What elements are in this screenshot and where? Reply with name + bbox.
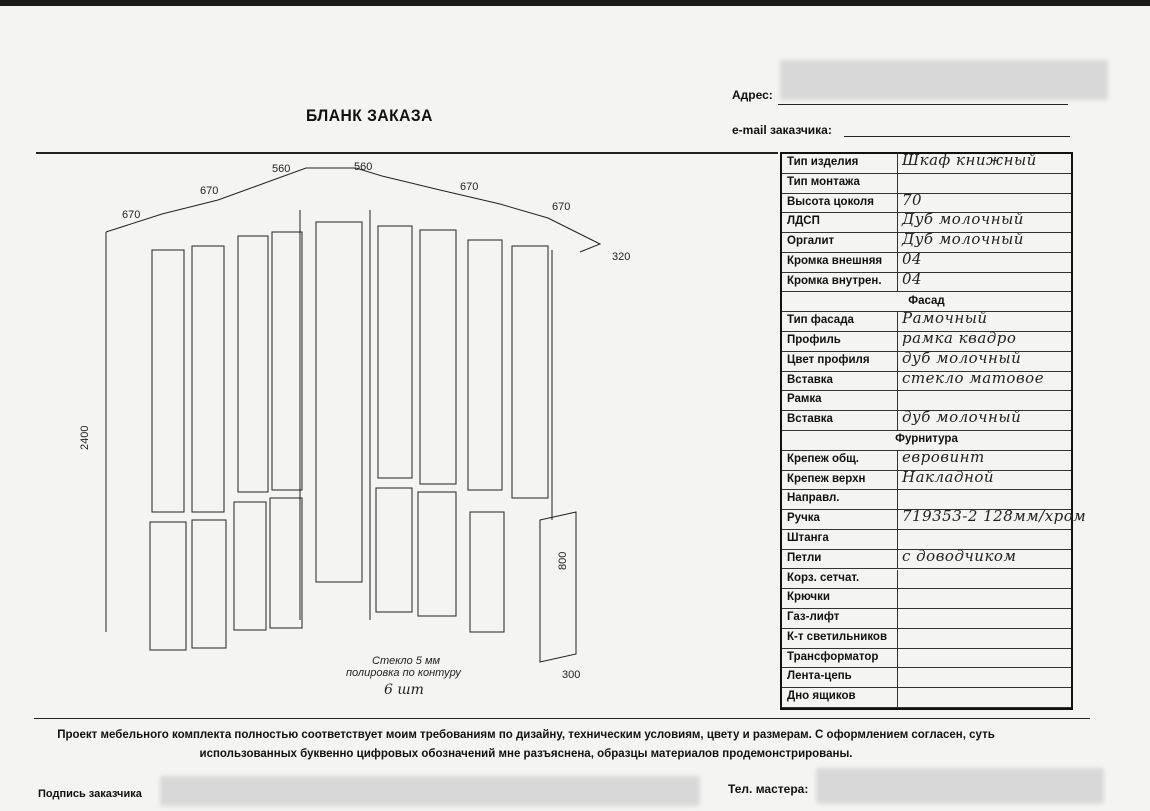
row-label: Кромка внутрен. (782, 273, 898, 292)
row-value: Накладной (902, 467, 995, 486)
dim-670-top: 670 (200, 185, 219, 197)
row-value: Дуб молочный (902, 230, 1024, 249)
table-row (782, 609, 1071, 629)
dim-560-top: 560 (272, 163, 291, 175)
lower-door (234, 502, 266, 630)
lower-open-section (470, 512, 504, 632)
dim-670-right: 670 (460, 181, 479, 193)
row-label: Профиль (782, 332, 898, 351)
row-label: ЛДСП (782, 213, 898, 232)
table-row (782, 546, 1071, 570)
master-phone-redacted (816, 768, 1104, 804)
signature-label: Подпись заказчика (38, 788, 142, 800)
row-label: Трансформатор (782, 649, 898, 668)
address-label: Адрес: (732, 88, 773, 102)
row-label: Кромка внешняя (782, 253, 898, 272)
glass-door (152, 250, 184, 512)
footer-divider (34, 718, 1090, 719)
row-label: Крепеж общ. (782, 451, 898, 470)
row-label: Крепеж верхн (782, 471, 898, 490)
row-label: Цвет профиля (782, 352, 898, 371)
row-label: Фасад (908, 294, 945, 307)
table-row (782, 629, 1071, 649)
row-label: Крючки (782, 589, 898, 608)
email-line (844, 136, 1070, 137)
dim-2400: 2400 (79, 425, 91, 450)
dim-670-far: 670 (552, 201, 571, 213)
row-value: Шкаф книжный (902, 151, 1037, 169)
lower-door (192, 520, 226, 648)
lower-door (270, 498, 302, 628)
table-row (782, 151, 1071, 174)
row-label: Направл. (782, 490, 898, 509)
row-value: евровинт (902, 447, 985, 466)
row-label: Штанга (782, 530, 898, 549)
table-row (782, 174, 1071, 194)
table-row (782, 408, 1071, 431)
glass-door (272, 232, 302, 490)
row-label: К-т светильников (782, 629, 898, 648)
lower-door (418, 492, 456, 616)
row-label: Оргалит (782, 233, 898, 252)
signature-redacted (160, 776, 700, 806)
glass-door (238, 236, 268, 492)
row-label: Тип фасада (782, 312, 898, 331)
cabinet-drawing (0, 150, 640, 710)
row-label: Тип монтажа (782, 174, 898, 193)
row-value: 04 (902, 249, 923, 268)
dim-670-left: 670 (122, 209, 141, 221)
dim-800: 800 (557, 551, 569, 570)
email-label: e-mail заказчика: (732, 123, 832, 137)
row-label: Газ-лифт (782, 609, 898, 628)
row-label: Лента-цепь (782, 668, 898, 687)
row-label: Фурнитура (895, 433, 958, 445)
order-table (780, 151, 1087, 710)
glass-door (420, 230, 456, 484)
row-value: Рамочный (902, 309, 988, 328)
row-label: Корз. сетчат. (782, 570, 898, 589)
table-row (782, 269, 1071, 293)
dim-300: 300 (562, 669, 581, 681)
table-row (782, 368, 1071, 392)
table-row (782, 649, 1071, 669)
table-row (782, 589, 1071, 609)
top-outline (106, 168, 600, 252)
top-border (0, 0, 1150, 6)
table-row (782, 688, 1071, 708)
row-value: Дуб молочный (902, 210, 1024, 229)
table-row (782, 467, 1071, 491)
glass-door (468, 240, 502, 490)
glass-door (378, 226, 412, 478)
row-value: 70 (902, 190, 923, 209)
row-value: рамка квадро (902, 329, 1017, 348)
row-label: Петли (782, 550, 898, 569)
row-label: Дно ящиков (782, 688, 898, 707)
form-title: БЛАНК ЗАКАЗА (306, 106, 433, 125)
row-value: дуб молочный (902, 408, 1022, 427)
glass-door (192, 246, 224, 512)
row-value: 04 (902, 269, 923, 288)
dim-320: 320 (612, 251, 631, 263)
row-value: с доводчиком (902, 546, 1017, 565)
table-row (782, 249, 1071, 273)
address-line (778, 104, 1068, 105)
table-row (782, 507, 1087, 530)
glass-note-2: полировка по контуру (346, 667, 461, 679)
address-redacted (780, 60, 1108, 100)
table-row (782, 668, 1071, 688)
row-label: Рамка (782, 391, 898, 410)
lower-door (376, 488, 412, 612)
open-door (540, 512, 576, 662)
footer-statement: Проект мебельного комплекта полностью соответствует моим требованиям по дизайну, техническим условиям, цвету и размерам. С оформлением согласен, суть использованных буквенно цифровых обозначений мне разъяснена, образцы материалов продемонстрированы. (57, 729, 995, 760)
row-label: Высота цоколя (782, 194, 898, 213)
row-label: Ручка (782, 510, 898, 529)
table-row (782, 230, 1071, 253)
dim-560-right: 560 (354, 161, 373, 173)
row-label: Вставка (782, 372, 898, 391)
row-value: дуб молочный (902, 348, 1022, 367)
row-value: 719353-2 128мм/хром (902, 507, 1087, 526)
lower-door (150, 522, 186, 650)
glass-door (512, 246, 548, 498)
master-phone-label: Тел. мастера: (728, 782, 809, 796)
row-label: Тип изделия (782, 154, 898, 173)
row-label: Вставка (782, 411, 898, 430)
table-row (782, 570, 1071, 590)
glass-note-hand: 6 шт (384, 682, 424, 698)
row-value: стекло матовое (902, 368, 1045, 387)
corner-shelf-unit (316, 222, 362, 582)
glass-note-1: Стекло 5 мм (372, 655, 441, 667)
